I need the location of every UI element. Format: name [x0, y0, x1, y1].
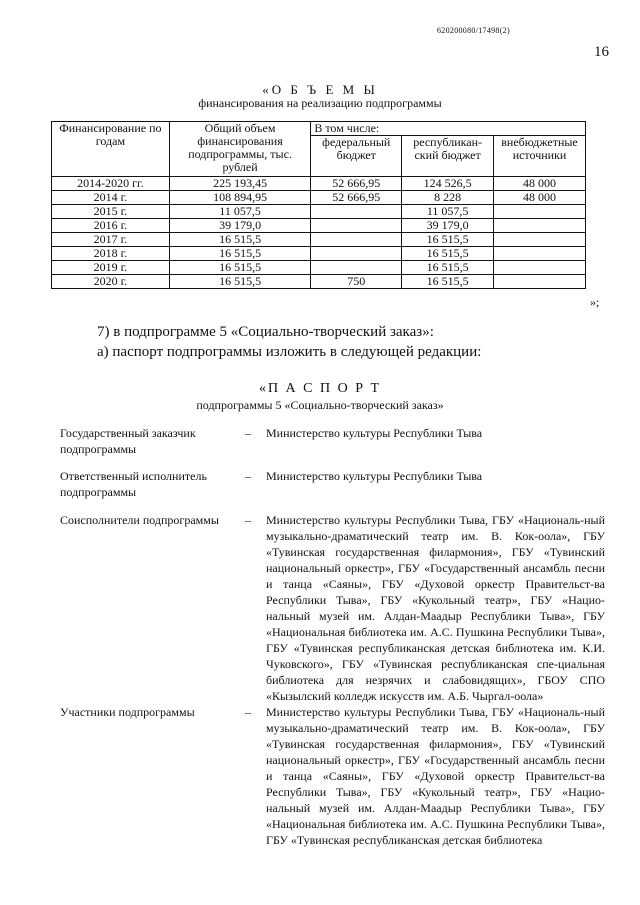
- table-row: [52, 219, 586, 233]
- table-header-row: [52, 122, 586, 136]
- cell-extra: [494, 261, 586, 275]
- cell-total: 16 515,5: [169, 247, 311, 261]
- cell-federal: 52 666,95: [311, 191, 402, 205]
- cell-extra: [494, 275, 586, 289]
- cell-republic: 39 179,0: [402, 219, 494, 233]
- passport-value: Министерство культуры Республики Тыва: [266, 469, 483, 483]
- passport-title: «П А С П О Р Т: [258, 381, 382, 396]
- cell-year: 2017 г.: [52, 233, 170, 247]
- header-republic: республикан-ский бюджет: [402, 136, 494, 177]
- page-number: 16: [594, 44, 609, 60]
- amendment-item-7: 7) в подпрограмме 5 «Социально-творческий заказ»:: [97, 324, 434, 340]
- cell-federal: 750: [311, 275, 402, 289]
- cell-extra: 48 000: [494, 177, 586, 191]
- passport-label: Соисполнители подпрограммы: [60, 513, 219, 527]
- cell-year: 2014 г.: [52, 191, 170, 205]
- cell-federal: [311, 219, 402, 233]
- cell-republic: 16 515,5: [402, 247, 494, 261]
- cell-republic: 8 228: [402, 191, 494, 205]
- passport-dash: –: [245, 513, 251, 527]
- header-total: Общий объем финансирования подпрограммы, тыс. рублей: [169, 122, 311, 177]
- cell-federal: [311, 205, 402, 219]
- funding-subtitle: финансирования на реализацию подпрограммы: [198, 96, 442, 110]
- table-closing-quote: »;: [590, 295, 600, 309]
- cell-republic: 11 057,5: [402, 205, 494, 219]
- passport-dash: –: [245, 469, 251, 483]
- cell-extra: [494, 247, 586, 261]
- passport-subtitle: подпрограммы 5 «Социально-творческий заказ»: [196, 398, 444, 412]
- cell-extra: [494, 219, 586, 233]
- passport-label: Государственный заказчик подпрограммы: [60, 426, 196, 456]
- cell-republic: 16 515,5: [402, 261, 494, 275]
- table-row: [52, 275, 586, 289]
- cell-year: 2020 г.: [52, 275, 170, 289]
- cell-total: 16 515,5: [169, 275, 311, 289]
- cell-total: 16 515,5: [169, 233, 311, 247]
- cell-total: 108 894,95: [169, 191, 311, 205]
- table-row: [52, 233, 586, 247]
- cell-extra: [494, 205, 586, 219]
- table-row: [52, 247, 586, 261]
- cell-year: 2016 г.: [52, 219, 170, 233]
- passport-dash: –: [245, 705, 251, 719]
- cell-total: 225 193,45: [169, 177, 311, 191]
- cell-federal: [311, 233, 402, 247]
- cell-republic: 124 526,5: [402, 177, 494, 191]
- cell-total: 11 057,5: [169, 205, 311, 219]
- funding-title: «О Б Ъ Е М Ы: [262, 82, 378, 97]
- cell-republic: 16 515,5: [402, 275, 494, 289]
- passport-dash: –: [245, 426, 251, 440]
- passport-label: Ответственный исполнитель подпрограммы: [60, 469, 207, 499]
- passport-value: Министерство культуры Республики Тыва, ГБУ «Националь-ный музыкально-драматический театр им. В. Кок-оола», ГБУ «Тувинская государственная филармония», ГБУ «Тувинский национальный оркестр», ГБУ «Государственный ансамбль песни и танца «Саяны», ГБУ «Духовой оркестр Правительст-ва Республики Тыва», ГБУ «Кукольный театр», ГБУ «Нацио-нальный музей им. Алдан-Маадыр Республики Тыва», ГБУ «Национальная библиотека им. А.С. Пушкина Республики Тыва», ГБУ «Тувинская республиканская детская библиотека: [266, 705, 605, 847]
- document-id: 620200080/17498(2): [437, 26, 510, 35]
- table-row: [52, 205, 586, 219]
- funding-table: [51, 121, 586, 289]
- cell-year: 2015 г.: [52, 205, 170, 219]
- passport-label: Участники подпрограммы: [60, 705, 195, 719]
- cell-extra: [494, 233, 586, 247]
- cell-year: 2018 г.: [52, 247, 170, 261]
- passport-value: Министерство культуры Республики Тыва: [266, 426, 483, 440]
- cell-federal: 52 666,95: [311, 177, 402, 191]
- cell-total: 39 179,0: [169, 219, 311, 233]
- passport-value: Министерство культуры Республики Тыва, ГБУ «Националь-ный музыкально-драматический театр им. В. Кок-оола», ГБУ «Тувинская государственная филармония», ГБУ «Тувинский национальный оркестр», ГБУ «Государственный ансамбль песни и танца «Саяны», ГБУ «Духовой оркестр Правительст-ва Республики Тыва», ГБУ «Кукольный театр», ГБУ «Нацио-нальный музей им. Алдан-Маадыр Республики Тыва», ГБУ «Национальная библиотека им. А.С. Пушкина Республики Тыва», ГБУ «Тувинская республиканская детская библиотека им. К.И. Чуковского», ГБУ «Тувинская республиканская спе-циальная библиотека для незрячих и слабовидящих», ГБОУ СПО «Кызылский колледж искусств им. А.Б. Чыргал-оола»: [266, 513, 605, 703]
- cell-year: 2014-2020 гг.: [52, 177, 170, 191]
- table-row: [52, 261, 586, 275]
- table-row: [52, 191, 586, 205]
- cell-federal: [311, 261, 402, 275]
- cell-year: 2019 г.: [52, 261, 170, 275]
- amendment-item-a: а) паспорт подпрограммы изложить в следующей редакции:: [97, 344, 482, 360]
- cell-republic: 16 515,5: [402, 233, 494, 247]
- header-federal: федеральный бюджет: [311, 136, 402, 177]
- cell-total: 16 515,5: [169, 261, 311, 275]
- cell-federal: [311, 247, 402, 261]
- header-years: Финансирование по годам: [52, 122, 170, 177]
- table-row: [52, 177, 586, 191]
- cell-extra: 48 000: [494, 191, 586, 205]
- header-extra: внебюджетные источники: [494, 136, 586, 177]
- header-including: В том числе:: [311, 122, 586, 136]
